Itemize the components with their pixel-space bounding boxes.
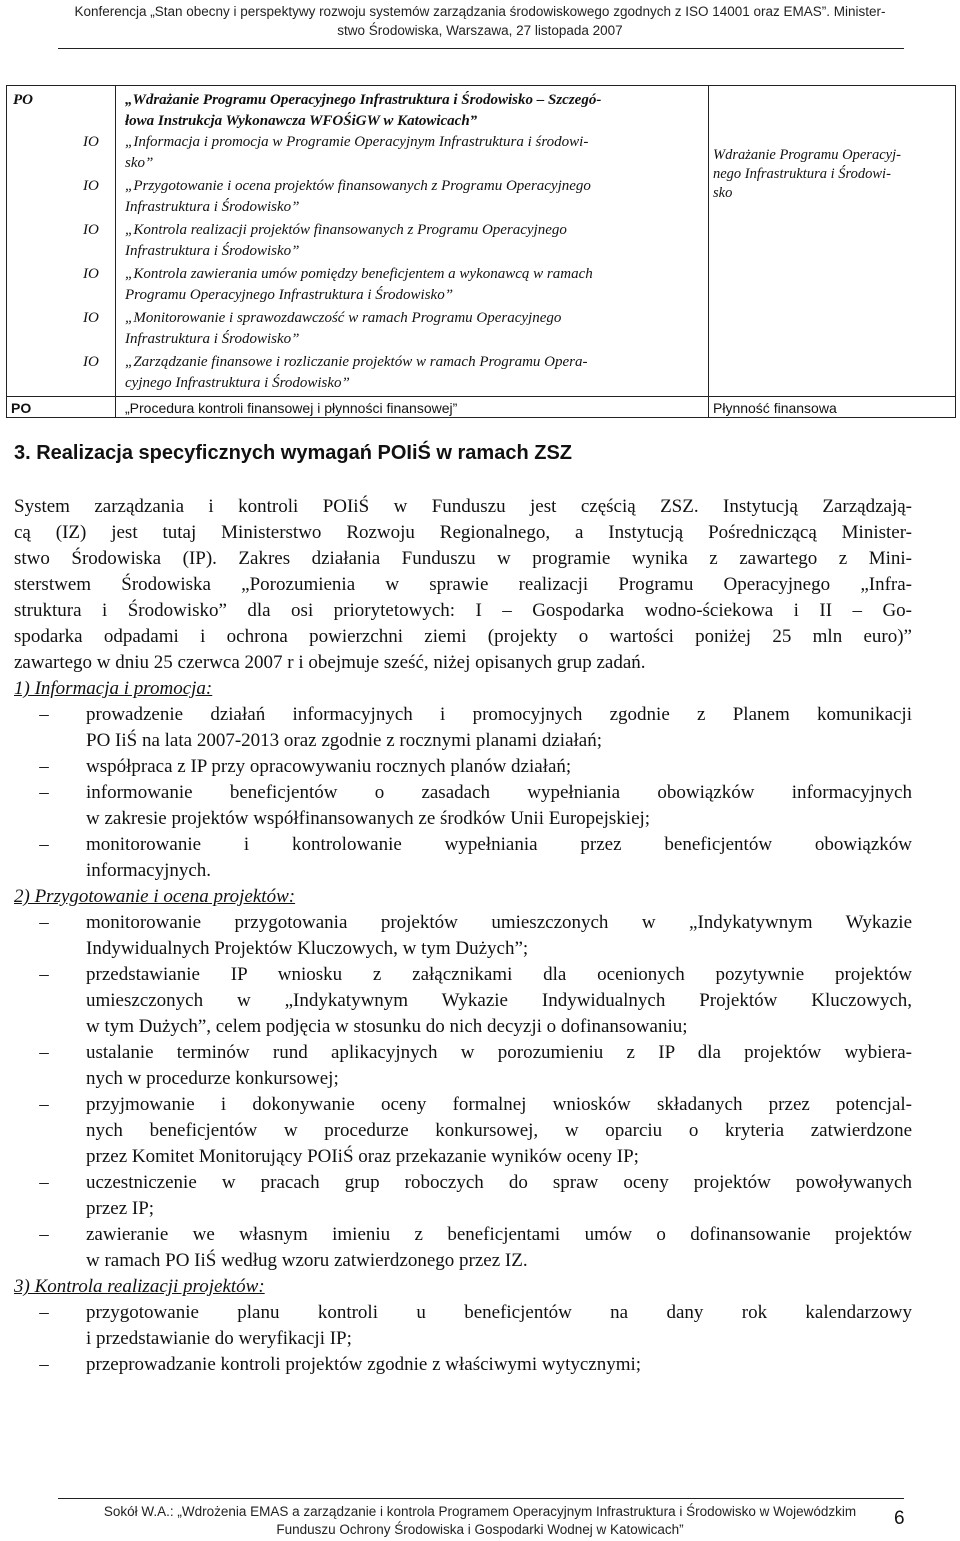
dash-bullet-icon: –	[39, 912, 49, 933]
dash-bullet-icon: –	[39, 1094, 49, 1115]
dash-bullet-icon: –	[39, 756, 49, 777]
list-item	[14, 754, 912, 780]
list-item-line: przedstawianie IP wniosku z załącznikami dla ocenionych pozytywnie projektów	[86, 964, 912, 985]
dash-bullet-icon: –	[39, 704, 49, 725]
header-line-1: Konferencja „Stan obecny i perspektywy rozwoju systemów zarządzania środowiskowego zgodnych z ISO 14001 oraz EMAS”. Minister-	[74, 4, 886, 19]
intro-line: spodarka odpadami i ochrona powierzchni ziemi (projekty o wartości poniżej 25 mln euro)”	[14, 626, 912, 647]
subitem	[83, 132, 703, 176]
subitem-code: IO	[83, 354, 99, 370]
list-item-line: monitorowanie przygotowania projektów umieszczonych w „Indykatywnym Wykazie	[86, 912, 912, 933]
group-heading-kontrola: 3) Kontrola realizacji projektów:	[14, 1276, 265, 1297]
row2-title: „Procedura kontroli finansowej i płynności finansowej”	[125, 400, 458, 416]
subitem-code: IO	[83, 222, 99, 238]
list-item	[14, 1040, 912, 1092]
subitem-code: IO	[83, 178, 99, 194]
list-item	[14, 910, 912, 962]
subitem-code: IO	[83, 310, 99, 326]
subitem-line-1: „Przygotowanie i ocena projektów finansowanych z Programu Operacyjnego	[125, 178, 591, 194]
subitem-code: IO	[83, 134, 99, 150]
row1-right-label	[713, 146, 953, 203]
section-body	[14, 494, 912, 1378]
list-item-line: nych beneficjentów w procedurze konkursowej, w oparciu o kryteria zatwierdzone	[86, 1120, 912, 1141]
dash-bullet-icon: –	[39, 1172, 49, 1193]
subitem	[83, 352, 703, 396]
list-item-line: prowadzenie działań informacyjnych i promocyjnych zgodnie z Planem komunikacji	[86, 704, 912, 725]
list-item-line: w ramach PO IiŚ według wzoru zatwierdzonego przez IZ.	[86, 1250, 528, 1271]
group-heading-przygotowanie: 2) Przygotowanie i ocena projektów:	[14, 886, 296, 907]
running-header	[0, 2, 960, 40]
subitem-line-1: „Monitorowanie i sprawozdawczość w ramach Programu Operacyjnego	[125, 310, 562, 326]
list-item	[14, 1300, 912, 1352]
list-item-line: przez IP;	[86, 1198, 155, 1219]
subitem	[83, 220, 703, 264]
row1-right-line-3: sko	[713, 185, 733, 201]
page-number: 6	[894, 1508, 905, 1529]
dash-bullet-icon: –	[39, 834, 49, 855]
list-item	[14, 832, 912, 884]
dash-bullet-icon: –	[39, 782, 49, 803]
row2-right-label: Płynność finansowa	[713, 400, 837, 416]
subitem-line-2: sko”	[125, 155, 154, 171]
row2-code: PO	[11, 400, 32, 416]
subitem-code: IO	[83, 266, 99, 282]
intro-line: System zarządzania i kontroli POIiŚ w Funduszu jest częścią ZSZ. Instytucją Zarządzają-	[14, 496, 912, 517]
footer-line-2: Funduszu Ochrony Środowiska i Gospodarki Wodnej w Katowicach”	[276, 1522, 684, 1537]
list-item	[14, 962, 912, 1040]
row1-code: PO	[13, 92, 33, 108]
group-heading-informacja: 1) Informacja i promocja:	[14, 678, 213, 699]
list-item-line: współpraca z IP przy opracowywaniu rocznych planów działań;	[86, 756, 572, 777]
dash-bullet-icon: –	[39, 1354, 49, 1375]
table-row-divider	[7, 396, 955, 397]
list-item-line: przez Komitet Monitorujący POIiŚ oraz przekazanie wyników oceny IP;	[86, 1146, 639, 1167]
dash-bullet-icon: –	[39, 1224, 49, 1245]
row1-title-line-2: łowa Instrukcja Wykonawcza WFOŚiGW w Katowicach”	[125, 113, 478, 129]
list-item-line: Indywidualnych Projektów Kluczowych, w tym Dużych”;	[86, 938, 529, 959]
row1-title	[125, 90, 700, 132]
footer-line-1: Sokół W.A.: „Wdrożenia EMAS a zarządzanie i kontrola Programem Operacyjnym Infrastruktura i Środowisko w Wojewódzkim	[103, 1504, 857, 1519]
list-item-line: przygotowanie planu kontroli u beneficjentów na dany rok kalendarzowy	[86, 1302, 912, 1323]
list-item-line: i przedstawianie do weryfikacji IP;	[86, 1328, 352, 1349]
list-item-line: informowanie beneficjentów o zasadach wypełniania obowiązków informacyjnych	[86, 782, 912, 803]
list-item	[14, 780, 912, 832]
dash-bullet-icon: –	[39, 1302, 49, 1323]
list-item-line: umieszczonych w „Indykatywnym Wykazie Indywidualnych Projektów Kluczowych,	[86, 990, 912, 1011]
list-item	[14, 1092, 912, 1170]
list-item-line: monitorowanie i kontrolowanie wypełniania przez beneficjentów obowiązków	[86, 834, 912, 855]
row1-title-line-1: „Wdrażanie Programu Operacyjnego Infrastruktura i Środowisko – Szczegó-	[125, 92, 602, 108]
intro-line: sterstwem Środowiska „Porozumienia w sprawie realizacji Programu Operacyjnego „Infra-	[14, 574, 912, 595]
dash-bullet-icon: –	[39, 964, 49, 985]
list-item-line: przyjmowanie i dokonywanie oceny formalnej wniosków składanych przez potencjal-	[86, 1094, 912, 1115]
header-line-2: stwo Środowiska, Warszawa, 27 listopada 2007	[337, 23, 623, 38]
intro-line: stwo Środowiska (IP). Zakres działania Funduszu w programie wynika z zawartego z Mini-	[14, 548, 912, 569]
list-item-line: przeprowadzanie kontroli projektów zgodnie z właściwymi wytycznymi;	[86, 1354, 642, 1375]
list-item	[14, 1352, 912, 1378]
footer-rule	[58, 1498, 904, 1499]
subitem	[83, 308, 703, 352]
list-item-line: PO IiŚ na lata 2007-2013 oraz zgodnie z rocznymi planami działań;	[86, 730, 603, 751]
row1-subitems	[83, 132, 703, 396]
subitem-line-2: Infrastruktura i Środowisko”	[125, 243, 300, 259]
subitem-line-1: „Kontrola realizacji projektów finansowanych z Programu Operacyjnego	[125, 222, 567, 238]
list-item	[14, 1170, 912, 1222]
subitem-line-2: cyjnego Infrastruktura i Środowisko”	[125, 375, 350, 391]
list-item-line: w tym Dużych”, celem podjęcia w stosunku do nich decyzji o dofinansowaniu;	[86, 1016, 688, 1037]
list-item-line: uczestniczenie w pracach grup roboczych do spraw oceny projektów powoływanych	[86, 1172, 912, 1193]
list-item-line: zawieranie we własnym imieniu z beneficjentami umów o dofinansowanie projektów	[86, 1224, 912, 1245]
procedures-table	[6, 85, 956, 418]
subitem-line-1: „Kontrola zawierania umów pomiędzy beneficjentem a wykonawcą w ramach	[125, 266, 593, 282]
list-item	[14, 1222, 912, 1274]
subitem-line-2: Infrastruktura i Środowisko”	[125, 331, 300, 347]
intro-line: struktura i Środowisko” dla osi priorytetowych: I – Gospodarka wodno-ściekowa i II – Go-	[14, 600, 912, 621]
dash-bullet-icon: –	[39, 1042, 49, 1063]
row1-right-line-1: Wdrażanie Programu Operacyj-	[713, 147, 901, 163]
list-item-line: informacyjnych.	[86, 860, 212, 881]
subitem-line-2: Infrastruktura i Środowisko”	[125, 199, 300, 215]
list-item-line: w zakresie projektów współfinansowanych ze środków Unii Europejskiej;	[86, 808, 651, 829]
table-column-divider	[708, 86, 709, 417]
subitem-line-1: „Informacja i promocja w Programie Operacyjnym Infrastruktura i środowi-	[125, 134, 589, 150]
running-footer	[0, 1503, 960, 1539]
row1-right-line-2: nego Infrastruktura i Środowi-	[713, 166, 891, 182]
subitem-line-2: Programu Operacyjnego Infrastruktura i Środowisko”	[125, 287, 454, 303]
intro-line: cą (IZ) jest tutaj Ministerstwo Rozwoju Regionalnego, a Instytucją Pośredniczącą Minister-	[14, 522, 912, 543]
intro-line: zawartego w dniu 25 czerwca 2007 r i obejmuje sześć, niżej opisanych grup zadań.	[14, 652, 646, 673]
subitem	[83, 264, 703, 308]
list-item-line: nych w procedurze konkursowej;	[86, 1068, 339, 1089]
header-rule	[58, 48, 904, 49]
subitem	[83, 176, 703, 220]
intro-paragraph	[14, 494, 912, 676]
list-item	[14, 702, 912, 754]
subitem-line-1: „Zarządzanie finansowe i rozliczanie projektów w ramach Programu Opera-	[125, 354, 588, 370]
section-title: 3. Realizacja specyficznych wymagań POIiŚ w ramach ZSZ	[14, 442, 573, 464]
list-item-line: ustalanie terminów rund aplikacyjnych w porozumieniu z IP dla projektów wybiera-	[86, 1042, 912, 1063]
